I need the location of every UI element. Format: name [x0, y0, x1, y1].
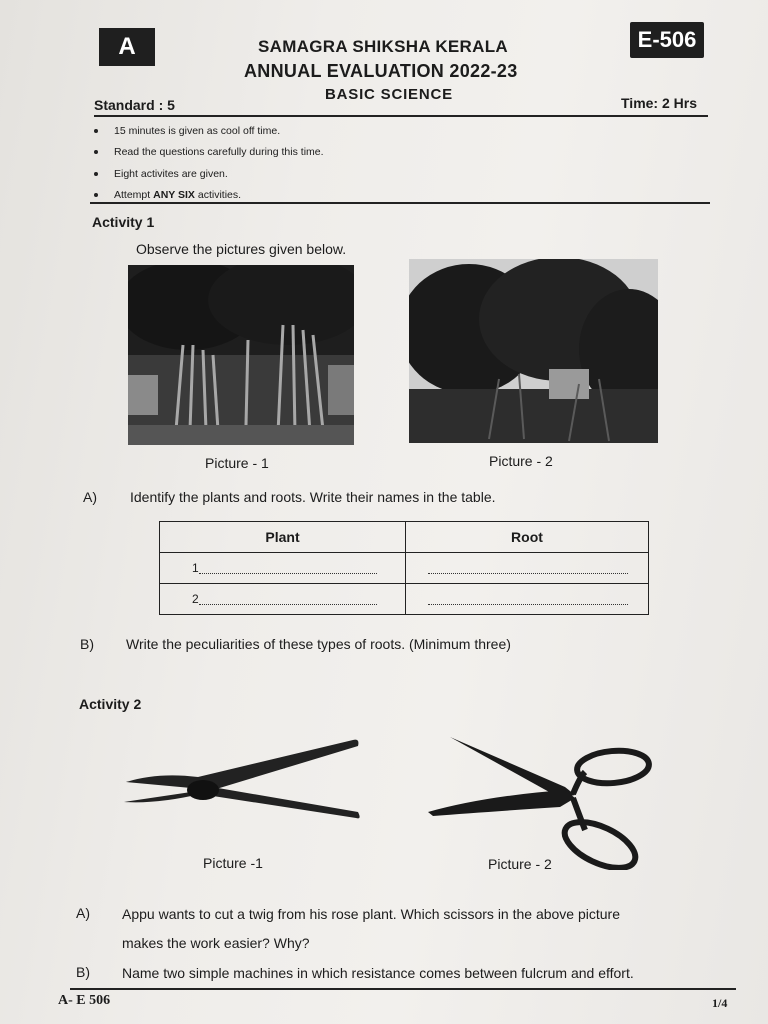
- activity1-prompt: Observe the pictures given below.: [136, 241, 347, 257]
- banyan-tree-image: [128, 265, 354, 445]
- instructions-divider: [90, 202, 710, 204]
- bullet-icon: [94, 172, 98, 176]
- activity2-qA-label: A): [76, 905, 90, 921]
- exam-title: ANNUAL EVALUATION 2022-23: [244, 61, 518, 81]
- answer-blank: [199, 564, 377, 574]
- pruning-shears-icon: [118, 732, 368, 822]
- instruction-item: Attempt ANY SIX activities.: [92, 185, 324, 207]
- time-label: Time: 2 Hrs: [621, 95, 697, 111]
- emphasis-text: ANY SIX: [153, 189, 195, 202]
- activity1-picture1-caption: Picture - 1: [205, 455, 269, 471]
- instruction-item: 15 minutes is given as cool off time.: [92, 120, 324, 142]
- activity2-picture2-caption: Picture - 2: [488, 856, 552, 872]
- screwpine-image: [409, 259, 658, 443]
- table-header-root: Root: [406, 522, 649, 553]
- bullet-icon: [94, 150, 98, 154]
- row-number: 2: [192, 592, 199, 606]
- paper-code: E-506: [637, 27, 697, 52]
- standard-label: Standard : 5: [94, 97, 175, 113]
- set-label-box: [99, 28, 155, 66]
- table-cell-root[interactable]: [406, 584, 649, 615]
- activity2-title: Activity 2: [79, 696, 142, 712]
- scissors-icon: [425, 732, 655, 870]
- table-header-plant: Plant: [160, 522, 406, 553]
- row-number: 1: [192, 561, 199, 575]
- bullet-icon: [94, 129, 98, 133]
- activity1-qB-text: Write the peculiarities of these types of roots. (Minimum three): [126, 636, 511, 652]
- screwpine-photo: [409, 259, 658, 443]
- answer-blank: [428, 564, 628, 574]
- subject-title: BASIC SCIENCE: [325, 86, 453, 103]
- banyan-tree-photo: [128, 265, 354, 445]
- activity1-picture2-caption: Picture - 2: [489, 453, 553, 469]
- activity2-qB-label: B): [76, 964, 90, 980]
- activity2-qA-line2: makes the work easier? Why?: [122, 935, 310, 951]
- footer-code: A- E 506: [58, 993, 111, 1008]
- table-row: [160, 553, 649, 584]
- answer-blank: [199, 595, 377, 605]
- organization-title: SAMAGRA SHIKSHA KERALA: [258, 37, 508, 56]
- footer-divider: [70, 988, 736, 990]
- set-label: A: [118, 33, 136, 60]
- table-header-row: [160, 522, 649, 553]
- activity2-picture1-caption: Picture -1: [203, 855, 263, 871]
- table-cell-plant[interactable]: [160, 553, 406, 584]
- table-cell-root[interactable]: [406, 553, 649, 584]
- activity2-qA-line1: Appu wants to cut a twig from his rose plant. Which scissors in the above picture: [122, 906, 621, 922]
- activity2-qB-text: Name two simple machines in which resistance comes between fulcrum and effort.: [122, 965, 634, 981]
- activity1-qB-label: B): [80, 636, 94, 652]
- instruction-item: Eight activites are given.: [92, 163, 324, 185]
- table-row: [160, 584, 649, 615]
- paper-code-box: [630, 22, 704, 58]
- instructions-list: [92, 120, 324, 206]
- bullet-icon: [94, 193, 98, 197]
- activity1-title: Activity 1: [92, 214, 155, 230]
- page-number: 1/4: [712, 996, 728, 1010]
- table-cell-plant[interactable]: [160, 584, 406, 615]
- activity1-qA-text: Identify the plants and roots. Write their names in the table.: [130, 489, 496, 505]
- header-divider: [94, 115, 708, 117]
- answer-blank: [428, 595, 628, 605]
- activity1-qA-label: A): [83, 489, 97, 505]
- instruction-item: Read the questions carefully during this time.: [92, 142, 324, 164]
- plant-root-table: [159, 521, 649, 615]
